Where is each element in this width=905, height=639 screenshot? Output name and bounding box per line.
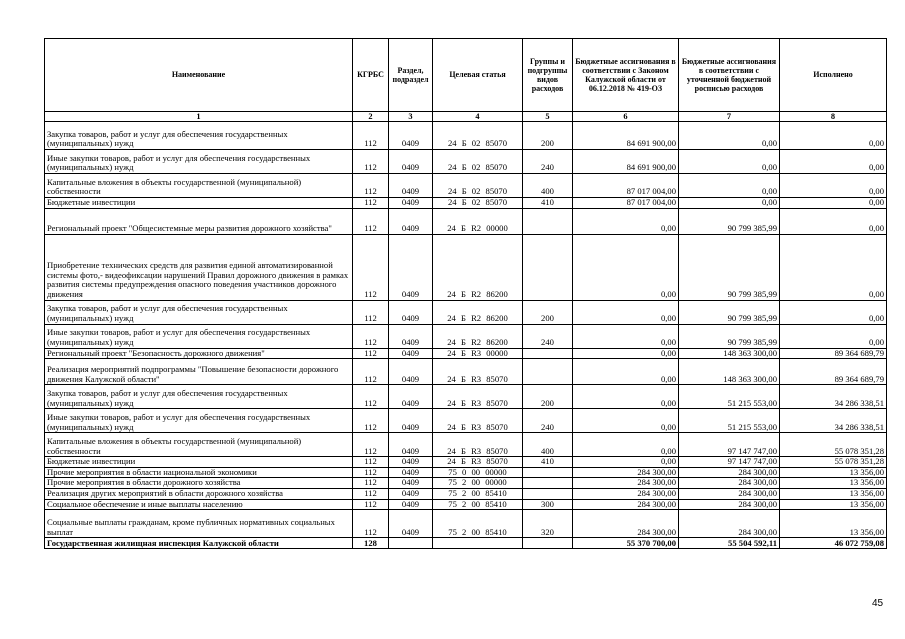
row-section: 0409 bbox=[389, 359, 433, 385]
row-name: Бюджетные инвестиции bbox=[45, 198, 353, 209]
row-section: 0409 bbox=[389, 488, 433, 499]
row-law-allocation: 284 300,00 bbox=[573, 467, 679, 478]
row-target-article: 24 Б R3 85070 bbox=[433, 409, 523, 433]
row-expense-group: 410 bbox=[523, 198, 573, 209]
row-executed: 89 364 689,79 bbox=[780, 359, 887, 385]
row-law-allocation: 284 300,00 bbox=[573, 510, 679, 538]
row-executed: 0,00 bbox=[780, 198, 887, 209]
row-name: Региональный проект "Безопасность дорожного движения" bbox=[45, 348, 353, 359]
row-law-allocation: 84 691 900,00 bbox=[573, 150, 679, 174]
row-executed: 0,00 bbox=[780, 174, 887, 198]
row-section: 0409 bbox=[389, 499, 433, 510]
row-refined-allocation: 148 363 300,00 bbox=[679, 348, 780, 359]
row-section: 0409 bbox=[389, 300, 433, 324]
row-executed: 34 286 338,51 bbox=[780, 409, 887, 433]
row-name: Закупка товаров, работ и услуг для обеспечения государственных (муниципальных) нужд bbox=[45, 122, 353, 150]
row-target-article: 24 Б R3 85070 bbox=[433, 385, 523, 409]
row-name: Капитальные вложения в объекты государственной (муниципальной) собственности bbox=[45, 174, 353, 198]
row-section: 0409 bbox=[389, 122, 433, 150]
row-expense-group: 200 bbox=[523, 385, 573, 409]
row-section: 0409 bbox=[389, 457, 433, 468]
row-target-article: 75 2 00 00000 bbox=[433, 478, 523, 489]
row-target-article: 24 Б R2 86200 bbox=[433, 300, 523, 324]
table-row bbox=[45, 467, 887, 478]
row-executed: 0,00 bbox=[780, 300, 887, 324]
row-section: 0409 bbox=[389, 510, 433, 538]
row-section: 0409 bbox=[389, 478, 433, 489]
row-expense-group: 240 bbox=[523, 409, 573, 433]
column-number: 8 bbox=[780, 112, 887, 122]
table-row bbox=[45, 359, 887, 385]
row-kgrbs: 112 bbox=[353, 488, 389, 499]
row-kgrbs: 112 bbox=[353, 348, 389, 359]
budget-table bbox=[44, 38, 887, 549]
row-expense-group bbox=[523, 467, 573, 478]
row-name: Иные закупки товаров, работ и услуг для обеспечения государственных (муниципальных) нужд bbox=[45, 409, 353, 433]
header-kgrbs: КГРБС bbox=[353, 39, 389, 112]
row-executed: 13 356,00 bbox=[780, 510, 887, 538]
header-refined-allocation: Бюджетные ассигнования в соответствии с уточненной бюджетной росписью расходов bbox=[679, 39, 780, 112]
row-kgrbs: 112 bbox=[353, 478, 389, 489]
row-kgrbs: 112 bbox=[353, 433, 389, 457]
row-section: 0409 bbox=[389, 385, 433, 409]
row-refined-allocation: 90 799 385,99 bbox=[679, 324, 780, 348]
column-number: 7 bbox=[679, 112, 780, 122]
table-row bbox=[45, 510, 887, 538]
row-executed: 13 356,00 bbox=[780, 499, 887, 510]
row-target-article: 24 Б 02 85070 bbox=[433, 198, 523, 209]
row-section: 0409 bbox=[389, 198, 433, 209]
row-expense-group: 410 bbox=[523, 457, 573, 468]
row-expense-group: 400 bbox=[523, 174, 573, 198]
table-body bbox=[45, 122, 887, 538]
row-law-allocation: 0,00 bbox=[573, 234, 679, 300]
row-refined-allocation: 51 215 553,00 bbox=[679, 385, 780, 409]
row-expense-group: 240 bbox=[523, 324, 573, 348]
row-target-article: 24 Б R3 85070 bbox=[433, 457, 523, 468]
row-target-article: 24 Б 02 85070 bbox=[433, 122, 523, 150]
row-target-article: 24 Б 02 85070 bbox=[433, 150, 523, 174]
row-name: Реализация других мероприятий в области дорожного хозяйства bbox=[45, 488, 353, 499]
row-law-allocation: 284 300,00 bbox=[573, 499, 679, 510]
row-name: Приобретение технических средств для развития единой автоматизированной системы фото,- видеофиксации нарушений Правил дорожного движения в рамках развития системы предупреждения опасного поведения участников дорожного движения bbox=[45, 234, 353, 300]
row-refined-allocation: 284 300,00 bbox=[679, 488, 780, 499]
column-number-row bbox=[45, 112, 887, 122]
row-section: 0409 bbox=[389, 433, 433, 457]
row-target-article: 24 Б R2 86200 bbox=[433, 234, 523, 300]
row-section: 0409 bbox=[389, 208, 433, 234]
row-kgrbs: 112 bbox=[353, 198, 389, 209]
row-executed: 55 078 351,28 bbox=[780, 433, 887, 457]
row-law-allocation: 0,00 bbox=[573, 348, 679, 359]
row-law-allocation: 0,00 bbox=[573, 433, 679, 457]
row-refined-allocation: 97 147 747,00 bbox=[679, 457, 780, 468]
row-refined-allocation: 51 215 553,00 bbox=[679, 409, 780, 433]
column-number: 3 bbox=[389, 112, 433, 122]
row-executed: 34 286 338,51 bbox=[780, 385, 887, 409]
row-kgrbs: 112 bbox=[353, 457, 389, 468]
table-row bbox=[45, 409, 887, 433]
row-section: 0409 bbox=[389, 348, 433, 359]
total-refined-allocation: 55 504 592,11 bbox=[679, 538, 780, 549]
total-group bbox=[523, 538, 573, 549]
row-expense-group: 400 bbox=[523, 433, 573, 457]
table-row bbox=[45, 198, 887, 209]
row-refined-allocation: 0,00 bbox=[679, 150, 780, 174]
total-kgrbs: 128 bbox=[353, 538, 389, 549]
row-expense-group bbox=[523, 488, 573, 499]
header-target-article: Целевая статья bbox=[433, 39, 523, 112]
row-refined-allocation: 284 300,00 bbox=[679, 510, 780, 538]
row-name: Прочие мероприятия в области национальной экономики bbox=[45, 467, 353, 478]
row-expense-group bbox=[523, 234, 573, 300]
row-name: Иные закупки товаров, работ и услуг для обеспечения государственных (муниципальных) нужд bbox=[45, 324, 353, 348]
row-law-allocation: 84 691 900,00 bbox=[573, 122, 679, 150]
table-row bbox=[45, 234, 887, 300]
header-expense-group: Группы и подгруппы видов расходов bbox=[523, 39, 573, 112]
row-refined-allocation: 90 799 385,99 bbox=[679, 208, 780, 234]
row-kgrbs: 112 bbox=[353, 300, 389, 324]
row-refined-allocation: 284 300,00 bbox=[679, 478, 780, 489]
total-code bbox=[433, 538, 523, 549]
row-executed: 13 356,00 bbox=[780, 478, 887, 489]
row-name: Закупка товаров, работ и услуг для обеспечения государственных (муниципальных) нужд bbox=[45, 300, 353, 324]
row-refined-allocation: 0,00 bbox=[679, 174, 780, 198]
page-number: 45 bbox=[872, 598, 884, 609]
row-executed: 0,00 bbox=[780, 234, 887, 300]
row-target-article: 24 Б 02 85070 bbox=[433, 174, 523, 198]
header-name: Наименование bbox=[45, 39, 353, 112]
row-refined-allocation: 90 799 385,99 bbox=[679, 300, 780, 324]
row-law-allocation: 284 300,00 bbox=[573, 478, 679, 489]
row-law-allocation: 0,00 bbox=[573, 300, 679, 324]
row-refined-allocation: 0,00 bbox=[679, 198, 780, 209]
row-law-allocation: 0,00 bbox=[573, 208, 679, 234]
row-name: Бюджетные инвестиции bbox=[45, 457, 353, 468]
table-row bbox=[45, 433, 887, 457]
row-executed: 13 356,00 bbox=[780, 488, 887, 499]
total-executed: 46 072 759,08 bbox=[780, 538, 887, 549]
row-law-allocation: 0,00 bbox=[573, 385, 679, 409]
row-expense-group bbox=[523, 208, 573, 234]
column-number: 4 bbox=[433, 112, 523, 122]
header-executed: Исполнено bbox=[780, 39, 887, 112]
row-law-allocation: 87 017 004,00 bbox=[573, 174, 679, 198]
row-law-allocation: 284 300,00 bbox=[573, 488, 679, 499]
row-target-article: 24 Б R2 86200 bbox=[433, 324, 523, 348]
row-kgrbs: 112 bbox=[353, 324, 389, 348]
row-executed: 55 078 351,28 bbox=[780, 457, 887, 468]
column-number: 5 bbox=[523, 112, 573, 122]
row-kgrbs: 112 bbox=[353, 385, 389, 409]
total-section bbox=[389, 538, 433, 549]
row-name: Реализация мероприятий подпрограммы "Повышение безопасности дорожного движения Калужской области" bbox=[45, 359, 353, 385]
row-law-allocation: 0,00 bbox=[573, 457, 679, 468]
row-executed: 0,00 bbox=[780, 324, 887, 348]
row-section: 0409 bbox=[389, 467, 433, 478]
row-name: Иные закупки товаров, работ и услуг для обеспечения государственных (муниципальных) нужд bbox=[45, 150, 353, 174]
row-kgrbs: 112 bbox=[353, 499, 389, 510]
row-executed: 0,00 bbox=[780, 122, 887, 150]
table-row bbox=[45, 174, 887, 198]
row-expense-group: 240 bbox=[523, 150, 573, 174]
row-expense-group: 200 bbox=[523, 122, 573, 150]
header-section: Раздел, подраздел bbox=[389, 39, 433, 112]
row-section: 0409 bbox=[389, 150, 433, 174]
row-kgrbs: 112 bbox=[353, 174, 389, 198]
row-executed: 0,00 bbox=[780, 150, 887, 174]
table-row bbox=[45, 457, 887, 468]
row-kgrbs: 112 bbox=[353, 150, 389, 174]
column-number: 1 bbox=[45, 112, 353, 122]
row-refined-allocation: 284 300,00 bbox=[679, 467, 780, 478]
column-number: 6 bbox=[573, 112, 679, 122]
row-kgrbs: 112 bbox=[353, 234, 389, 300]
row-refined-allocation: 90 799 385,99 bbox=[679, 234, 780, 300]
row-name: Социальные выплаты гражданам, кроме публичных нормативных социальных выплат bbox=[45, 510, 353, 538]
row-kgrbs: 112 bbox=[353, 208, 389, 234]
row-target-article: 24 Б R3 00000 bbox=[433, 348, 523, 359]
row-kgrbs: 112 bbox=[353, 510, 389, 538]
row-kgrbs: 112 bbox=[353, 359, 389, 385]
row-expense-group: 200 bbox=[523, 300, 573, 324]
row-section: 0409 bbox=[389, 174, 433, 198]
table-row bbox=[45, 488, 887, 499]
total-row bbox=[45, 538, 887, 549]
row-target-article: 24 Б R2 00000 bbox=[433, 208, 523, 234]
row-refined-allocation: 148 363 300,00 bbox=[679, 359, 780, 385]
row-name: Региональный проект "Общесистемные меры развития дорожного хозяйства" bbox=[45, 208, 353, 234]
table-row bbox=[45, 300, 887, 324]
table-row bbox=[45, 499, 887, 510]
total-law-allocation: 55 370 700,00 bbox=[573, 538, 679, 549]
row-executed: 13 356,00 bbox=[780, 467, 887, 478]
total-name: Государственная жилищная инспекция Калужской области bbox=[45, 538, 353, 549]
row-law-allocation: 0,00 bbox=[573, 324, 679, 348]
row-target-article: 75 2 00 85410 bbox=[433, 499, 523, 510]
row-law-allocation: 0,00 bbox=[573, 359, 679, 385]
row-target-article: 75 2 00 85410 bbox=[433, 510, 523, 538]
row-target-article: 75 0 00 00000 bbox=[433, 467, 523, 478]
row-section: 0409 bbox=[389, 324, 433, 348]
row-name: Капитальные вложения в объекты государственной (муниципальной) собственности bbox=[45, 433, 353, 457]
row-target-article: 24 Б R3 85070 bbox=[433, 359, 523, 385]
table-row bbox=[45, 478, 887, 489]
table-row bbox=[45, 324, 887, 348]
table-row bbox=[45, 385, 887, 409]
row-refined-allocation: 284 300,00 bbox=[679, 499, 780, 510]
row-kgrbs: 112 bbox=[353, 409, 389, 433]
row-name: Прочие мероприятия в области дорожного хозяйства bbox=[45, 478, 353, 489]
row-expense-group bbox=[523, 359, 573, 385]
row-refined-allocation: 97 147 747,00 bbox=[679, 433, 780, 457]
header-law-allocation: Бюджетные ассигнования в соответствии с Законом Калужской области от 06.12.2018 № 419-ОЗ bbox=[573, 39, 679, 112]
row-name: Социальное обеспечение и иные выплаты населению bbox=[45, 499, 353, 510]
row-expense-group bbox=[523, 478, 573, 489]
row-target-article: 24 Б R3 85070 bbox=[433, 433, 523, 457]
header-row bbox=[45, 39, 887, 112]
row-target-article: 75 2 00 85410 bbox=[433, 488, 523, 499]
table-row bbox=[45, 208, 887, 234]
row-expense-group: 320 bbox=[523, 510, 573, 538]
row-section: 0409 bbox=[389, 409, 433, 433]
table-row bbox=[45, 150, 887, 174]
row-kgrbs: 112 bbox=[353, 122, 389, 150]
row-expense-group: 300 bbox=[523, 499, 573, 510]
row-executed: 0,00 bbox=[780, 208, 887, 234]
row-expense-group bbox=[523, 348, 573, 359]
row-refined-allocation: 0,00 bbox=[679, 122, 780, 150]
table-row bbox=[45, 122, 887, 150]
row-law-allocation: 0,00 bbox=[573, 409, 679, 433]
row-section: 0409 bbox=[389, 234, 433, 300]
row-law-allocation: 87 017 004,00 bbox=[573, 198, 679, 209]
column-number: 2 bbox=[353, 112, 389, 122]
row-executed: 89 364 689,79 bbox=[780, 348, 887, 359]
table-row bbox=[45, 348, 887, 359]
row-name: Закупка товаров, работ и услуг для обеспечения государственных (муниципальных) нужд bbox=[45, 385, 353, 409]
row-kgrbs: 112 bbox=[353, 467, 389, 478]
